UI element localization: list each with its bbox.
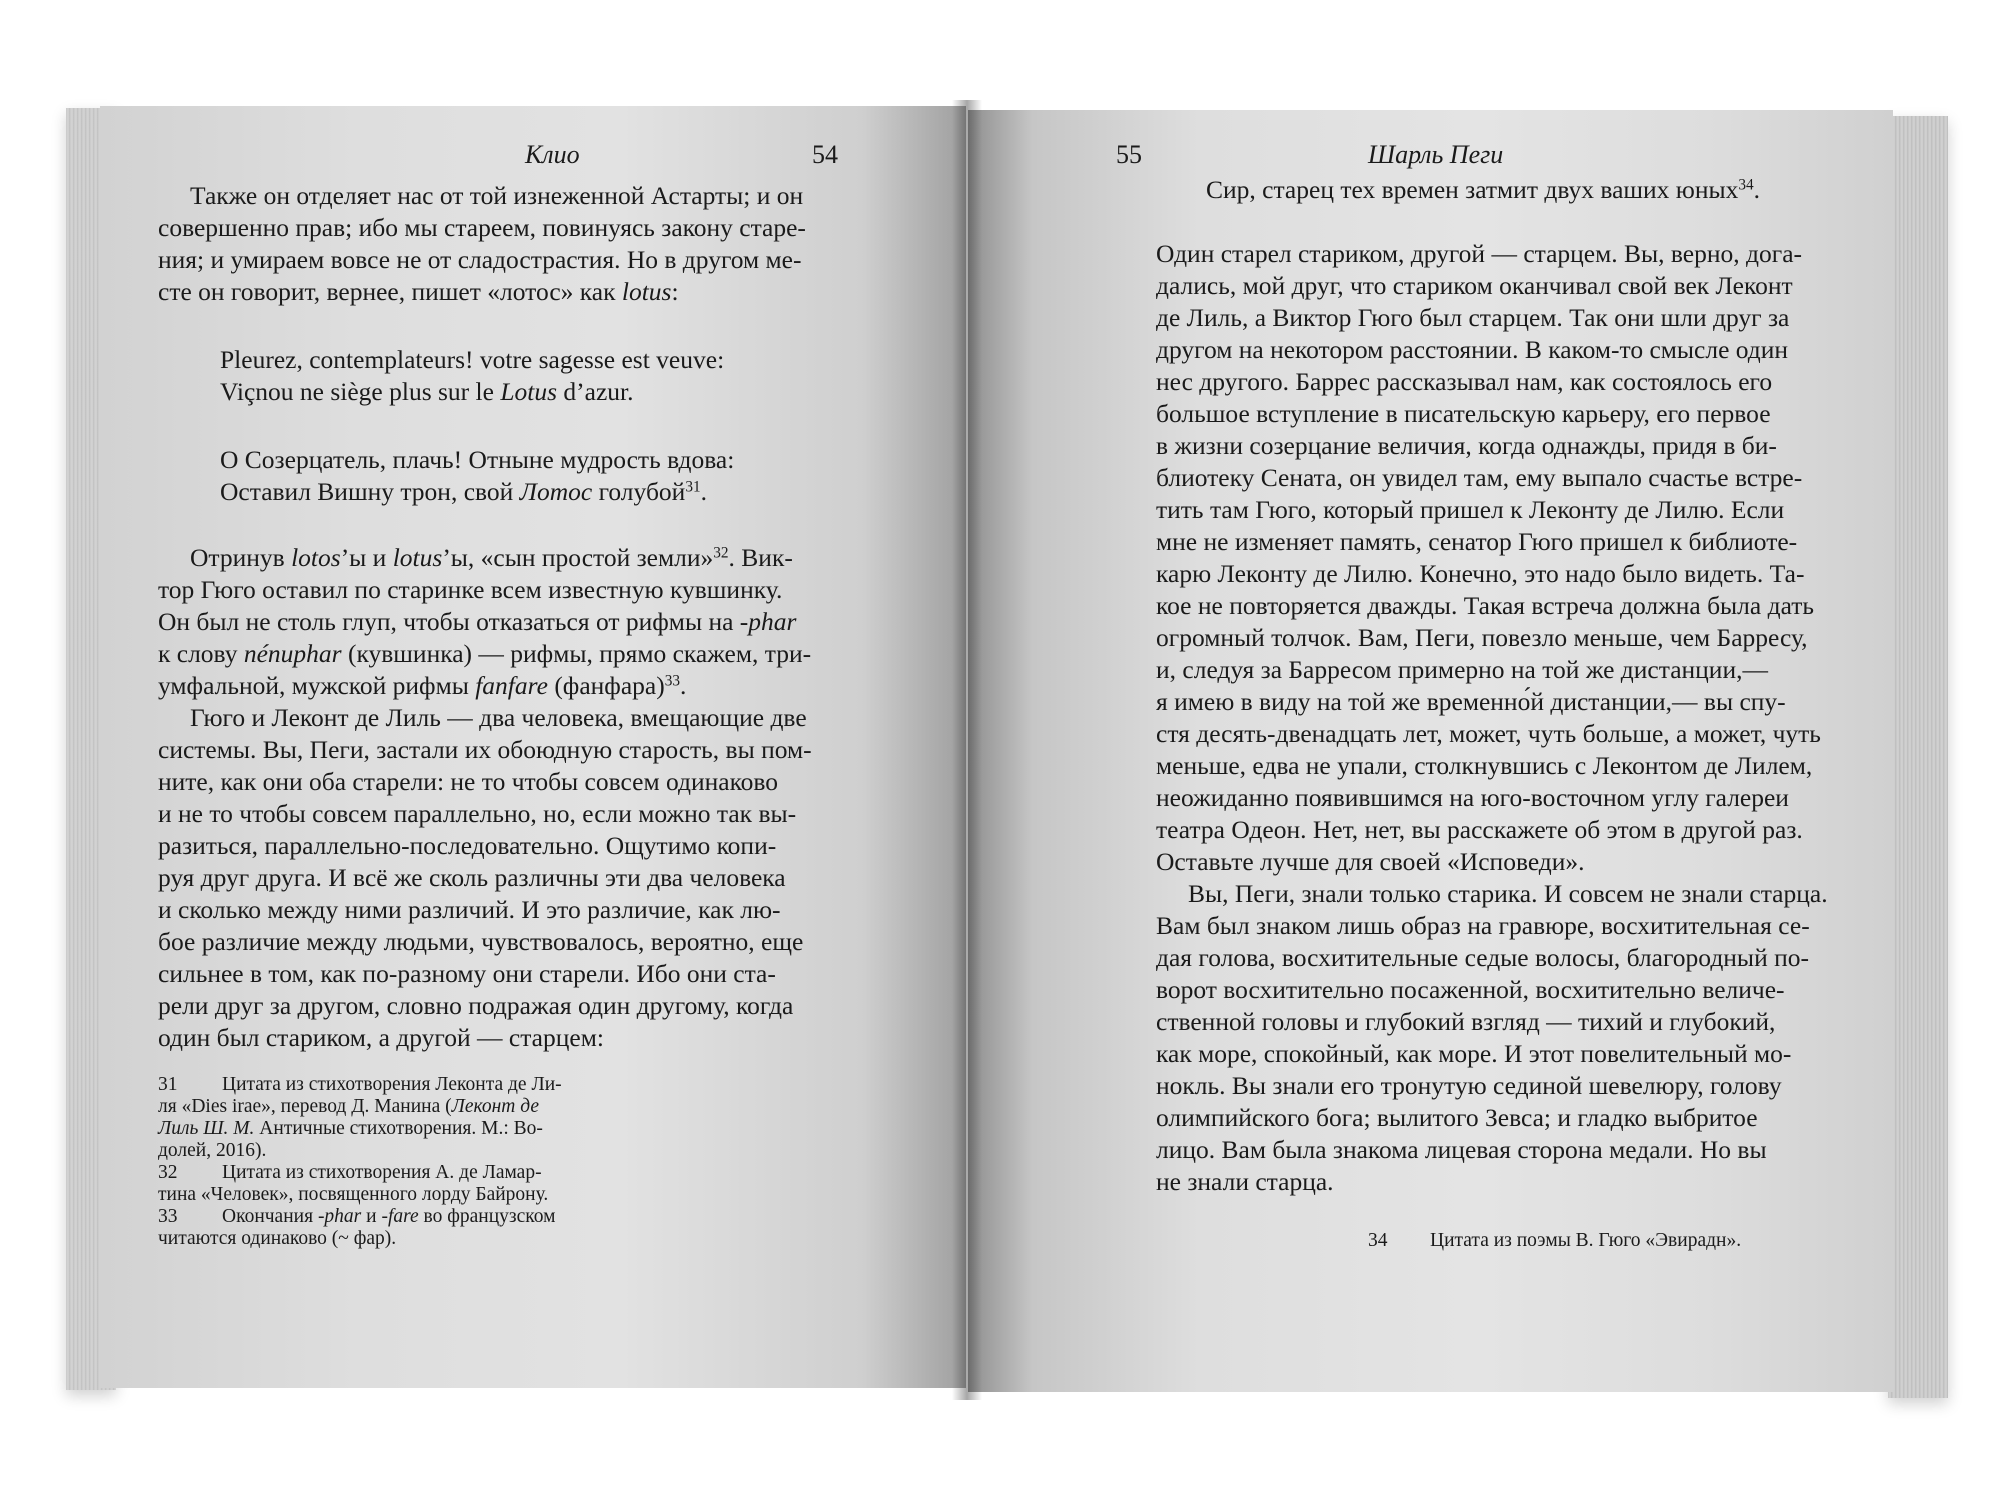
text-line: лицо. Вам была знакома лицевая сторона медали. Но вы [1156, 1135, 1767, 1164]
text-line: сте он говорит, вернее, пишет «лотос» как lotus: [158, 277, 679, 306]
right-running-head [1368, 140, 1503, 170]
footnote-ref: 32 [713, 544, 729, 562]
footnote-line: долей, 2016). [158, 1140, 267, 1161]
epigraph: Сир, старец тех времен затмит двух ваших юных$^{34}$. [1206, 175, 1761, 204]
text-line: стя десять-двенадцать лет, может, чуть больше, а может, чуть [1156, 719, 1821, 748]
text-line: де Лиль, а Виктор Гюго был старцем. Так они шли друг за [1156, 303, 1790, 332]
text-line: Вам был знаком лишь образ на гравюре, восхитительная се- [1156, 911, 1810, 940]
text-line: большое вступление в писательскую карьеру, его первое [1156, 399, 1771, 428]
left-page [100, 106, 966, 1388]
footnote-line: Цитата из стихотворения Леконта де Ли- [222, 1074, 562, 1095]
footnote-33-number: 33 [158, 1206, 178, 1227]
footnote-ref: 34 [1738, 176, 1754, 194]
text-line: Отринув lotos’ы и lotus’ы, «сын простой земли»$^{32}$. Вик- [190, 543, 793, 572]
text-line: тор Гюго оставил по старинке всем известную кувшинку. [158, 575, 783, 604]
text-line: ворот восхитительно посаженной, восхитительно величе- [1156, 975, 1785, 1004]
text-line: я имею в виду на той же временно́й дистанции,— вы спу- [1156, 687, 1786, 716]
text-line: меньше, едва не упали, столкнувшись с Леконтом де Лилем, [1156, 751, 1813, 780]
text-line: другом на некотором расстоянии. В каком-то смысле один [1156, 335, 1789, 364]
text-line: Также он отделяет нас от той изнеженной Астарты; и он [190, 181, 804, 210]
text-line: тить там Гюго, который пришел к Леконту де Лилю. Если [1156, 495, 1785, 524]
footnote-line: ля «Dies irae», перевод Д. Манина (Леконт де [158, 1096, 539, 1117]
footnote-34-number: 34 [1368, 1230, 1388, 1251]
footnote-line: Цитата из стихотворения А. де Ламар- [222, 1162, 542, 1183]
text-line: рели друг за другом, словно подражая один другому, когда [158, 991, 794, 1020]
text-line: системы. Вы, Пеги, застали их обоюдную старость, вы пом- [158, 735, 812, 764]
text-line: карю Леконту де Лилю. Конечно, это надо было видеть. Та- [1156, 559, 1805, 588]
footnote-line: Лиль Ш. М. Античные стихотворения. М.: Во- [158, 1118, 543, 1139]
text-line: Один старел стариком, другой — старцем. Вы, верно, дога- [1156, 239, 1803, 268]
verse-line: Viçnou ne siège plus sur le Lotus d’azur. [220, 377, 634, 406]
book-spine-shadow [952, 100, 982, 1400]
footnote-ref: 33 [664, 672, 680, 690]
running-head-title: Клио [525, 140, 580, 169]
text-line: ния; и умираем вовсе не от сладострастия. Но в другом ме- [158, 245, 802, 274]
text-line: и сколько между ними различий. И это различие, как лю- [158, 895, 781, 924]
text-line: Вы, Пеги, знали только старика. И совсем не знали старца. [1188, 879, 1828, 908]
footnote-32-number: 32 [158, 1162, 178, 1183]
text-line: мне не изменяет память, сенатор Гюго пришел к библиоте- [1156, 527, 1798, 556]
text-line: неожиданно появившимся на юго-восточном углу галереи [1156, 783, 1789, 812]
footnote-line: Окончания -phar и -fare во французском [222, 1206, 556, 1227]
text-line: не знали старца. [1156, 1167, 1334, 1196]
text-line: умфальной, мужской рифмы fanfare (фанфара)$^{33}$. [158, 671, 687, 700]
text-line: блиотеку Сената, он увидел там, ему выпало счастье встре- [1156, 463, 1803, 492]
text-line: совершенно прав; ибо мы стареем, повинуясь закону старе- [158, 213, 806, 242]
text-line: к слову nénuphar (кувшинка) — рифмы, прямо скажем, три- [158, 639, 812, 668]
running-head-title: Шарль Пеги [1368, 140, 1504, 169]
right-page-number: 55 [1116, 140, 1142, 169]
text-line: огромный толчок. Вам, Пеги, повезло меньше, чем Барресу, [1156, 623, 1808, 652]
text-line: один был стариком, а другой — старцем: [158, 1023, 604, 1052]
footnote-line: читаются одинаково (~ фар). [158, 1228, 397, 1249]
text-line: ните, как они оба старели: не то чтобы совсем одинаково [158, 767, 779, 796]
text-line: Он был не столь глуп, чтобы отказаться от рифмы на -phar [158, 607, 797, 636]
text-line: нес другого. Баррес рассказывал нам, как состоялось его [1156, 367, 1773, 396]
text-line: бое различие между людьми, чувствовалось, вероятно, еще [158, 927, 804, 956]
footnote-31-number: 31 [158, 1074, 178, 1095]
text-line: руя друг друга. И всё же сколь различны эти два человека [158, 863, 786, 892]
right-page [968, 110, 1893, 1392]
text-line: и, следуя за Барресом примерно на той же дистанции,— [1156, 655, 1768, 684]
text-line: как море, спокойный, как море. И этот повелительный мо- [1156, 1039, 1792, 1068]
text-line: кое не повторяется дважды. Такая встреча должна была дать [1156, 591, 1814, 620]
text-line: Гюго и Леконт де Лиль — два человека, вмещающие две [190, 703, 807, 732]
verse-line: О Созерцатель, плачь! Отныне мудрость вдова: [220, 445, 735, 474]
text-line: нокль. Вы знали его тронутую сединой шевелюру, голову [1156, 1071, 1782, 1100]
verse-line: Оставил Вишну трон, свой Лотос голубой$^{31}$. [220, 477, 707, 506]
text-line: разиться, параллельно-последовательно. Ощутимо копи- [158, 831, 777, 860]
text-line: театра Одеон. Нет, нет, вы расскажете об этом в другой раз. [1156, 815, 1803, 844]
text-line: дая голова, восхитительные седые волосы, благородный по- [1156, 943, 1809, 972]
text-line: в жизни созерцание величия, когда однажды, придя в би- [1156, 431, 1777, 460]
right-page-edges [1888, 116, 1948, 1398]
footnote-line: Цитата из поэмы В. Гюго «Эвирадн». [1430, 1230, 1742, 1251]
text-line: сильнее в том, как по-разному они старели. Ибо они ста- [158, 959, 776, 988]
text-line: Оставьте лучше для своей «Исповеди». [1156, 847, 1585, 876]
footnote-ref: 31 [685, 478, 701, 496]
left-page-number: 54 [812, 140, 838, 169]
footnote-line: тина «Человек», посвященного лорду Байрону. [158, 1184, 549, 1205]
verse-line: Pleurez, contemplateurs! votre sagesse est veuve: [220, 345, 725, 374]
text-line: олимпийского бога; вылитого Зевса; и гладко выбритое [1156, 1103, 1758, 1132]
text-line: и не то чтобы совсем параллельно, но, если можно так вы- [158, 799, 797, 828]
left-running-head [525, 140, 580, 170]
text-line: дались, мой друг, что стариком оканчивал свой век Леконт [1156, 271, 1793, 300]
text-line: ственной головы и глубокий взгляд — тихий и глубокий, [1156, 1007, 1776, 1036]
